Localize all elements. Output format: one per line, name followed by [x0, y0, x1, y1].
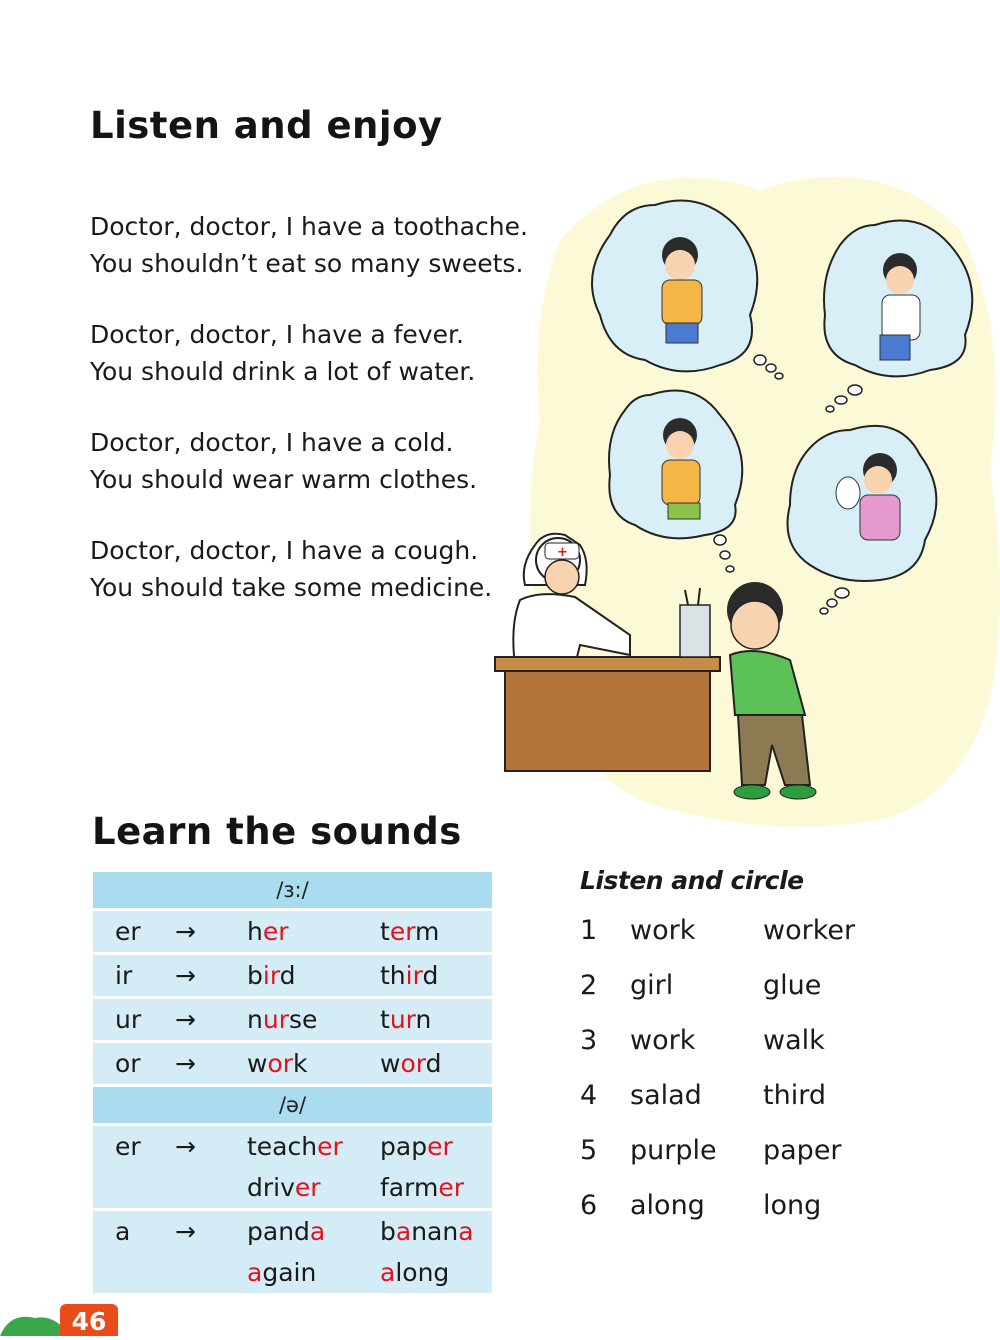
spelling-pattern: a: [93, 1210, 175, 1253]
section-title-listen-enjoy: Listen and enjoy: [90, 104, 443, 147]
boy-patient-figure: [727, 582, 816, 799]
poem-line: You should take some medicine.: [90, 573, 493, 602]
sounds-table: [93, 872, 492, 1293]
example-word: nurse: [225, 998, 380, 1042]
thought-bubble-cough: [609, 391, 742, 539]
thought-bubble-toothache: [824, 221, 972, 377]
example-word: again: [247, 1258, 317, 1287]
poem-line: Doctor, doctor, I have a toothache.: [90, 212, 528, 241]
item-number: 4: [580, 1080, 598, 1111]
list-item: [580, 1123, 855, 1178]
exercise-title: Listen and circle: [580, 866, 804, 895]
choice-word[interactable]: purple: [630, 1135, 717, 1166]
item-number: 2: [580, 970, 598, 1001]
example-word: paper: [380, 1125, 492, 1168]
example-word: banana: [380, 1210, 492, 1253]
example-word: work: [225, 1042, 380, 1086]
example-word: third: [380, 954, 492, 998]
spelling-pattern: or: [93, 1042, 175, 1086]
page-number: 46: [60, 1304, 118, 1336]
section-title-learn-sounds: Learn the sounds: [92, 810, 462, 853]
choice-word[interactable]: worker: [763, 915, 856, 946]
example-word: driver: [247, 1173, 321, 1202]
item-number: 3: [580, 1025, 598, 1056]
spelling-pattern: er: [93, 1125, 175, 1168]
choice-word[interactable]: walk: [763, 1025, 825, 1056]
svg-text:+: +: [557, 545, 568, 560]
example-word: teacher: [225, 1125, 380, 1168]
listen-and-circle-exercise: [580, 866, 855, 1233]
example-word: term: [380, 910, 492, 954]
example-word: bird: [225, 954, 380, 998]
choice-word[interactable]: glue: [763, 970, 822, 1001]
table-row: [93, 1125, 492, 1168]
phoneme-header: /ə/: [93, 1086, 492, 1125]
table-row: [93, 1210, 492, 1253]
item-number: 6: [580, 1190, 598, 1221]
choice-word[interactable]: work: [630, 915, 696, 946]
choice-word[interactable]: along: [630, 1190, 705, 1221]
table-row: [93, 998, 492, 1042]
poem-line: You shouldn’t eat so many sweets.: [90, 249, 524, 278]
thought-bubble-fever: [592, 201, 757, 372]
table-row: [93, 954, 492, 998]
choice-word[interactable]: girl: [630, 970, 674, 1001]
arrow-icon: →: [175, 954, 225, 998]
list-item: [580, 1178, 855, 1233]
item-number: 1: [580, 915, 598, 946]
table-row: [93, 1252, 492, 1293]
choice-word[interactable]: paper: [763, 1135, 842, 1166]
doctor-visit-illustration: [480, 185, 1000, 815]
list-item: [580, 903, 855, 958]
table-row: [93, 1167, 492, 1210]
thought-bubble-cold: [788, 426, 937, 581]
poem-line: Doctor, doctor, I have a cough.: [90, 536, 479, 565]
choice-word[interactable]: long: [763, 1190, 822, 1221]
choice-word[interactable]: work: [630, 1025, 696, 1056]
example-word: farmer: [380, 1173, 464, 1202]
choice-word[interactable]: salad: [630, 1080, 702, 1111]
table-row: [93, 1042, 492, 1086]
arrow-icon: →: [175, 1210, 225, 1253]
doctor-figure: [513, 534, 630, 665]
spelling-pattern: ir: [93, 954, 175, 998]
item-number: 5: [580, 1135, 598, 1166]
example-word: turn: [380, 998, 492, 1042]
spelling-pattern: er: [93, 910, 175, 954]
poem-line: Doctor, doctor, I have a fever.: [90, 320, 464, 349]
arrow-icon: →: [175, 1042, 225, 1086]
poem-line: You should wear warm clothes.: [90, 465, 478, 494]
list-item: [580, 1013, 855, 1068]
arrow-icon: →: [175, 998, 225, 1042]
poem-line: Doctor, doctor, I have a cold.: [90, 428, 454, 457]
table-row: [93, 910, 492, 954]
example-word: her: [225, 910, 380, 954]
choice-word[interactable]: third: [763, 1080, 826, 1111]
list-item: [580, 958, 855, 1013]
example-word: panda: [225, 1210, 380, 1253]
list-item: [580, 1068, 855, 1123]
spelling-pattern: ur: [93, 998, 175, 1042]
arrow-icon: →: [175, 910, 225, 954]
phoneme-header: /ɜ:/: [93, 872, 492, 910]
poem-line: You should drink a lot of water.: [90, 357, 476, 386]
example-word: word: [380, 1042, 492, 1086]
arrow-icon: →: [175, 1125, 225, 1168]
example-word: along: [380, 1258, 450, 1287]
